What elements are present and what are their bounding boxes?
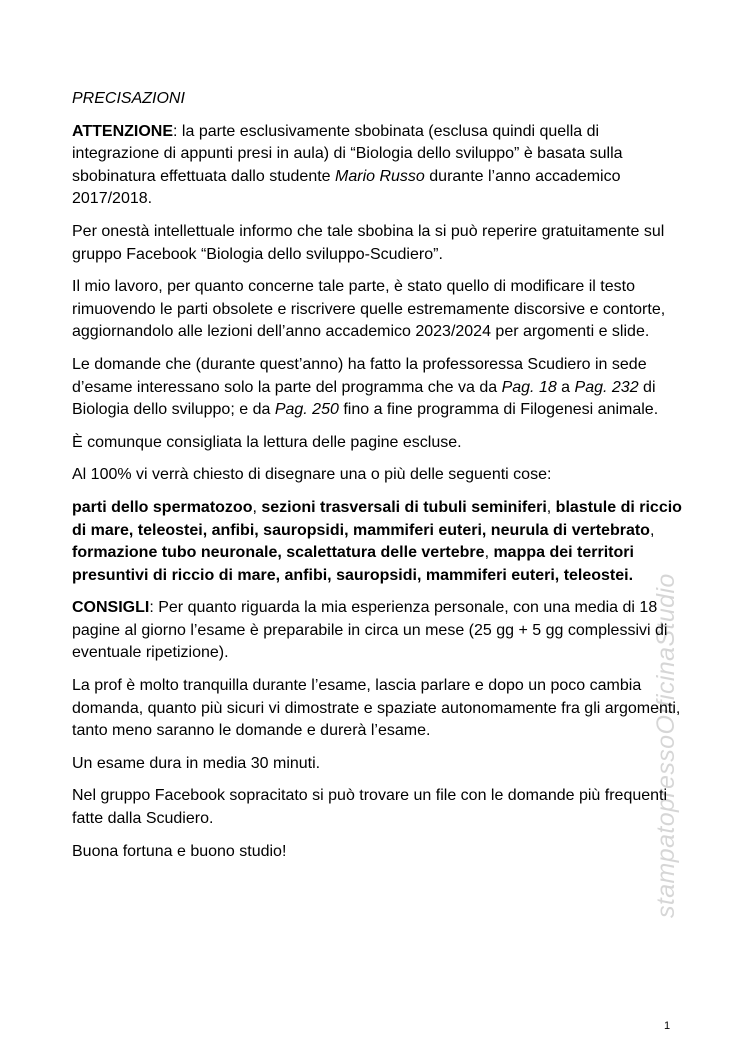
professor-paragraph: La prof è molto tranquilla durante l’esame, lascia parlare e dopo un poco cambia domanda, quanto più sicuri vi dimostrate e spaziate autonomamente fra gli argomenti, tanto meno saranno le domande e durerà l’esame. bbox=[72, 677, 681, 740]
attention-text-2: durante l’anno accademico 2017/2018. bbox=[72, 167, 621, 208]
drawing-intro-paragraph: Al 100% vi verrà chiesto di disegnare una o più delle seguenti cose: bbox=[72, 466, 552, 484]
drawing-item-blastule: blastule di riccio di mare, teleostei, anfibi, sauropsidi, mammiferi euteri, neurula di vertebrato bbox=[72, 498, 682, 539]
attention-text-1: : la parte esclusivamente sbobinata (esclusa quindi quella di integrazione di appunti presi in aula) di “Biologia dello sviluppo” è basata sulla sbobinatura effettuata dallo studente bbox=[72, 122, 623, 185]
reading-advice-paragraph: È comunque consigliata la lettura delle pagine escluse. bbox=[72, 433, 462, 451]
document-page bbox=[72, 88, 684, 873]
exam-scope-paragraph bbox=[72, 354, 684, 422]
duration-paragraph: Un esame dura in media 30 minuti. bbox=[72, 754, 321, 772]
page-number: 1 bbox=[664, 1020, 671, 1032]
page-title: PRECISAZIONI bbox=[72, 90, 185, 107]
page-ref-18: Pag. 18 bbox=[501, 378, 557, 396]
drawing-item-spermatozoo: parti dello spermatozoo bbox=[72, 498, 253, 516]
tips-paragraph bbox=[72, 597, 684, 665]
drawing-separator: , bbox=[546, 498, 556, 516]
attention-label: ATTENZIONE bbox=[72, 122, 174, 140]
closing-paragraph: Buona fortuna e buono studio! bbox=[72, 842, 287, 860]
tips-text: : Per quanto riguarda la mia esperienza personale, con una media di 18 pagine al giorno l’esame è preparabile in circa un mese (25 gg + 5 gg complessivi di eventuale ripetizione). bbox=[72, 599, 668, 662]
drawing-separator: , bbox=[649, 521, 655, 539]
work-paragraph: Il mio lavoro, per quanto concerne tale parte, è stato quello di modificare il testo rimuovendo le parti obsolete e riscrivere quelle estremamente discorsive e contorte, aggiornandolo alle lezioni dell’anno accademico 2023/2024 per argomenti e slide. bbox=[72, 278, 666, 341]
drawing-item-tubo-neuronale: formazione tubo neuronale, scalettatura delle vertebre bbox=[72, 544, 485, 562]
drawing-item-tubuli: sezioni trasversali di tubuli seminiferi bbox=[261, 498, 547, 516]
facebook-group-paragraph: Nel gruppo Facebook sopracitato si può trovare un file con le domande più frequenti fatte dalla Scudiero. bbox=[72, 787, 668, 828]
drawing-separator: , bbox=[484, 544, 494, 562]
exam-scope-text-1: Le domande che (durante quest’anno) ha fatto la professoressa Scudiero in sede d’esame interessano solo la parte del programma che va da bbox=[72, 355, 647, 396]
page-ref-232: Pag. 232 bbox=[574, 378, 639, 396]
attention-paragraph bbox=[72, 121, 684, 211]
student-name: Mario Russo bbox=[335, 167, 425, 185]
tips-label: CONSIGLI bbox=[72, 599, 150, 617]
exam-scope-text-4: fino a fine programma di Filogenesi animale. bbox=[338, 401, 659, 419]
watermark-text: stampatopressoOfficinaStudio bbox=[652, 573, 680, 918]
exam-scope-text-2: a bbox=[556, 378, 575, 396]
drawing-item-mappa: mappa dei territori presuntivi di riccio di mare, anfibi, sauropsidi, mammiferi euteri, teleostei. bbox=[72, 544, 634, 584]
drawing-separator: , bbox=[252, 498, 262, 516]
exam-scope-text-3: di Biologia dello sviluppo; e da bbox=[72, 378, 656, 419]
drawing-list-paragraph bbox=[72, 497, 684, 587]
page-ref-250: Pag. 250 bbox=[274, 401, 339, 419]
honesty-paragraph: Per onestà intellettuale informo che tale sbobina la si può reperire gratuitamente sul gruppo Facebook “Biologia dello sviluppo-Scudiero”. bbox=[72, 222, 665, 263]
